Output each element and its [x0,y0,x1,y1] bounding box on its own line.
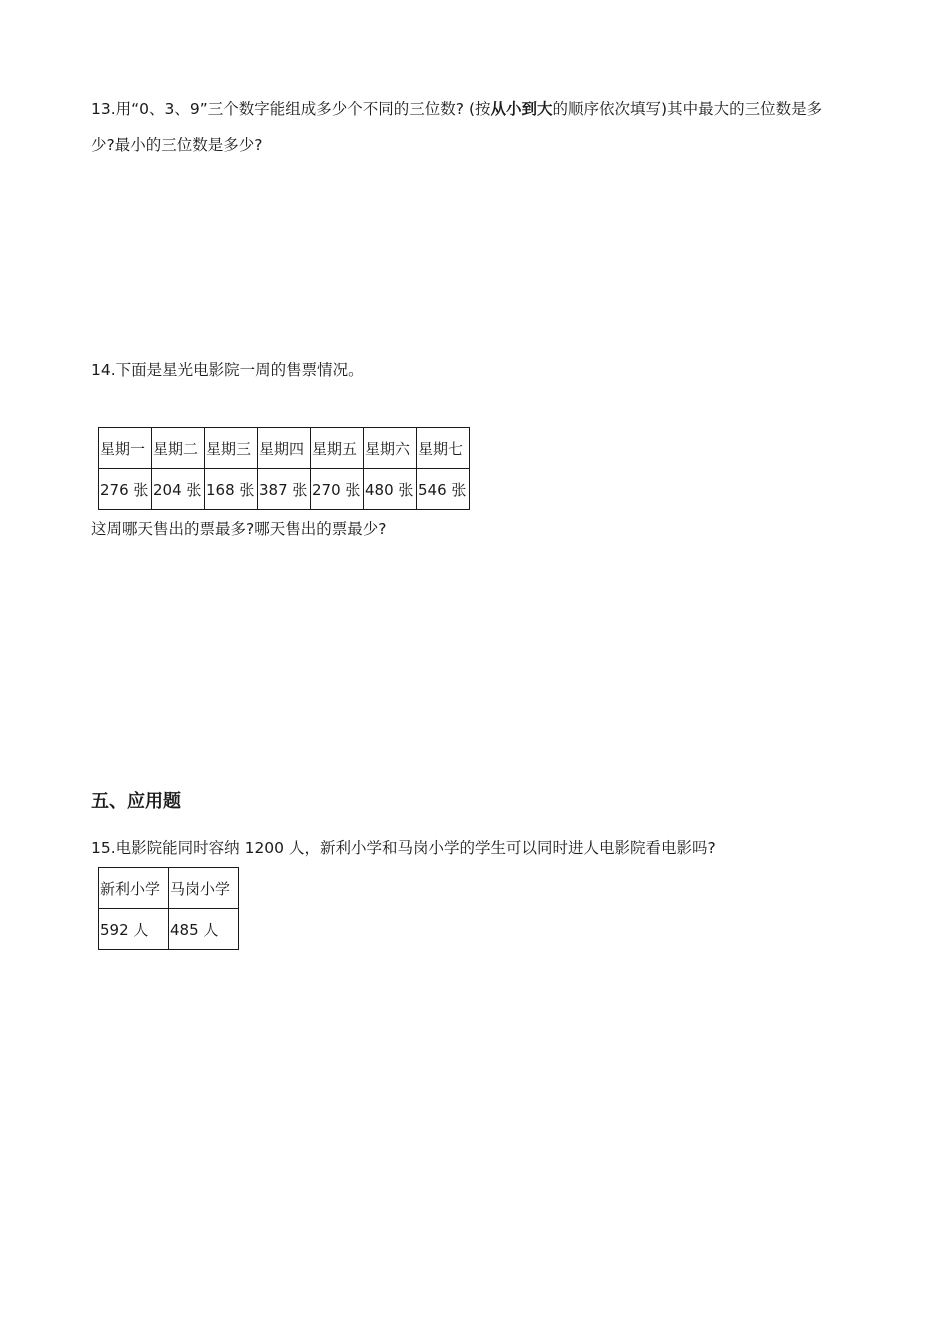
table-row-tickets [99,469,470,510]
day-cell: 星期六 [364,428,417,469]
ticket-count-cell: 276 张 [99,469,152,510]
day-cell: 星期一 [99,428,152,469]
question-13-bold-text: 从小到大 [490,100,553,118]
table-row-schools [99,868,239,909]
question-13-text-a: 13.用“0、3、9”三个数字能组成多少个不同的三位数? (按 [91,100,491,118]
question-14-question: 这周哪天售出的票最多?哪天售出的票最少? [91,520,387,538]
section-title: 五、应用题 [91,791,181,812]
ticket-count-cell: 546 张 [417,469,470,510]
table-row-days [99,428,470,469]
ticket-count-cell: 168 张 [205,469,258,510]
table-row-counts [99,909,239,950]
ticket-sales-table [98,427,470,510]
ticket-count-cell: 204 张 [152,469,205,510]
ticket-count-cell: 387 张 [258,469,311,510]
school-name-cell: 马岗小学 [169,868,239,909]
question-15-prompt: 15.电影院能同时容纳 1200 人，新利小学和马岗小学的学生可以同时进人电影院看电影吗? [91,839,716,857]
day-cell: 星期七 [417,428,470,469]
school-name-cell: 新利小学 [99,868,169,909]
ticket-count-cell: 480 张 [364,469,417,510]
question-13-text-b: 的顺序依次填写)其中最大的三位数是多 [552,100,823,118]
question-13-line-1 [91,100,822,119]
student-count-cell: 592 人 [99,909,169,950]
ticket-count-cell: 270 张 [311,469,364,510]
day-cell: 星期五 [311,428,364,469]
school-students-table [98,867,239,950]
question-14-prompt: 14.下面是星光电影院一周的售票情况。 [91,361,364,379]
question-13-line-2: 少?最小的三位数是多少? [91,136,263,154]
day-cell: 星期三 [205,428,258,469]
day-cell: 星期四 [258,428,311,469]
student-count-cell: 485 人 [169,909,239,950]
day-cell: 星期二 [152,428,205,469]
